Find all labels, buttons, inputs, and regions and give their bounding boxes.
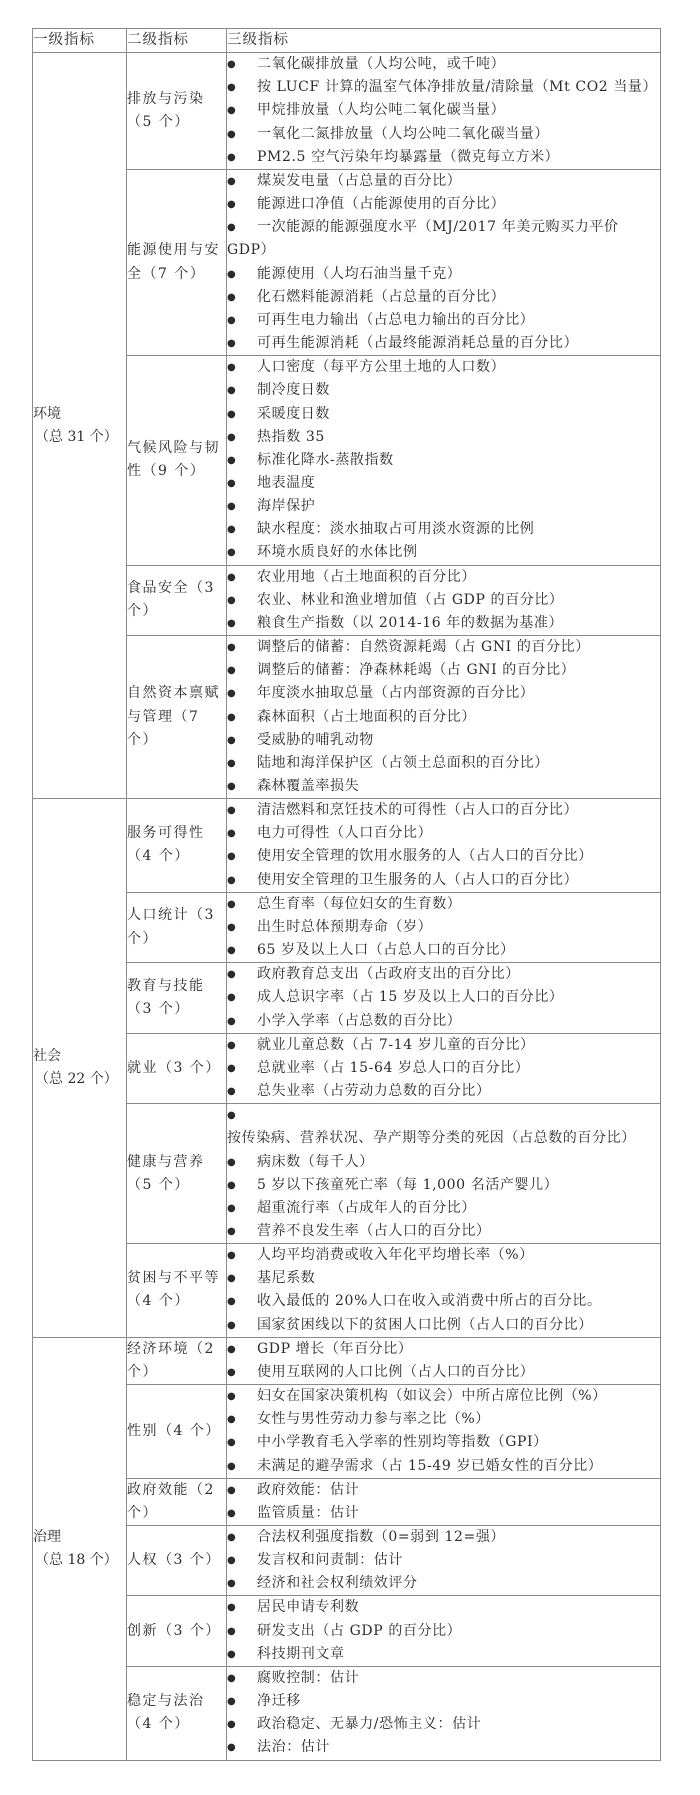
list-item xyxy=(227,1385,660,1408)
list-item xyxy=(227,263,660,286)
bullet-icon: ● xyxy=(227,1696,236,1708)
level2-cell: 经济环境（2 个） xyxy=(127,1337,227,1384)
list-item xyxy=(227,1667,660,1690)
list-item xyxy=(227,893,660,916)
level2-cell: 能源使用与安全（7 个） xyxy=(127,169,227,355)
bullet-icon: ● xyxy=(227,1602,236,1614)
bullet-icon: ● xyxy=(227,594,236,606)
bullet-icon: ● xyxy=(227,757,236,769)
header-row xyxy=(33,29,661,53)
indicator-text: 居民申请专利数 xyxy=(257,1599,360,1616)
list-item xyxy=(227,1057,660,1080)
indicator-text: 可再生电力输出（占总电力输出的百分比） xyxy=(257,311,535,328)
indicator-table xyxy=(32,28,661,1761)
table-body xyxy=(33,53,661,1760)
indicator-text: 总生育率（每位妇女的生育数） xyxy=(257,895,462,912)
indicator-text: 制冷度日数 xyxy=(257,382,330,399)
list-item xyxy=(227,589,660,612)
indicator-text: 营养不良发生率（占人口的百分比） xyxy=(257,1222,491,1239)
table-row xyxy=(33,1244,661,1338)
indicator-text: 缺水程度：淡水抽取占可用淡水资源的比例 xyxy=(257,521,535,538)
bullet-icon: ● xyxy=(227,1648,236,1660)
indicator-list xyxy=(227,1104,660,1243)
indicator-text: 使用互联网的人口比例（占人口的百分比） xyxy=(257,1363,535,1380)
level3-cell xyxy=(227,169,661,355)
indicator-text: 出生时总体预期寿命（岁） xyxy=(257,918,433,935)
table-row xyxy=(33,1385,661,1479)
bullet-icon: ● xyxy=(227,408,236,420)
level2-cell: 气候风险与韧性（9 个） xyxy=(127,356,227,565)
indicator-text: 环境水质良好的水体比例 xyxy=(257,544,418,561)
bullet-icon: ● xyxy=(227,1062,236,1074)
level2-cell: 贫困与不平等（4 个） xyxy=(127,1244,227,1338)
indicator-text: 电力可得性（人口百分比） xyxy=(257,825,433,842)
bullet-icon: ● xyxy=(227,1555,236,1567)
list-item xyxy=(227,1104,660,1150)
level1-count: （总 31 个） xyxy=(35,428,118,445)
list-item xyxy=(227,1408,660,1431)
indicator-text: 国家贫困线以下的贫困人口比例（占人口的百分比） xyxy=(257,1316,593,1333)
list-item xyxy=(227,963,660,986)
indicator-list xyxy=(227,1338,660,1384)
list-item xyxy=(227,1455,660,1478)
list-item xyxy=(227,1690,660,1713)
indicator-text: 甲烷排放量（人均公吨二氧化碳当量） xyxy=(257,102,506,119)
bullet-icon: ● xyxy=(227,688,236,700)
list-item xyxy=(227,170,660,193)
bullet-icon: ● xyxy=(227,1437,236,1449)
table-row xyxy=(33,636,661,799)
list-item xyxy=(227,845,660,868)
list-item xyxy=(227,472,660,495)
table-row xyxy=(33,1596,661,1666)
indicator-text: 粮食生产指数（以 2014-16 年的数据为基准） xyxy=(257,614,564,631)
indicator-text: 陆地和海洋保护区（占领土总面积的百分比） xyxy=(257,754,549,771)
indicator-text: 清洁燃料和烹饪技术的可得性（占人口的百分比） xyxy=(257,802,579,819)
list-item xyxy=(227,146,660,169)
indicator-text: 一次能源的能源强度水平（MJ/2017 年美元购买力平价 GDP） xyxy=(227,219,619,259)
list-item xyxy=(227,309,660,332)
level2-cell: 稳定与法治（4 个） xyxy=(127,1666,227,1760)
table-row xyxy=(33,1478,661,1525)
bullet-icon: ● xyxy=(227,1507,236,1519)
indicator-list xyxy=(227,53,660,169)
list-item xyxy=(227,76,660,99)
bullet-icon: ● xyxy=(227,524,236,536)
bullet-icon: ● xyxy=(227,571,236,583)
bullet-icon: ● xyxy=(227,992,236,1004)
bullet-icon: ● xyxy=(227,1578,236,1590)
list-item xyxy=(227,822,660,845)
indicator-text: 政府教育总支出（占政府支出的百分比） xyxy=(257,966,520,983)
indicator-list xyxy=(227,1385,660,1478)
bullet-icon: ● xyxy=(227,805,236,817)
header-level3: 三级指标 xyxy=(227,29,661,53)
bullet-icon: ● xyxy=(227,898,236,910)
level2-cell: 自然资本禀赋与管理（7 个） xyxy=(127,636,227,799)
indicator-text: 政治稳定、无暴力/恐怖主义：估计 xyxy=(257,1716,482,1733)
indicator-text: 超重流行率（占成年人的百分比） xyxy=(257,1199,476,1216)
indicator-text: 发言权和问责制：估计 xyxy=(257,1552,403,1569)
indicator-text: PM2.5 空气污染年均暴露量（微克每立方米） xyxy=(257,148,560,165)
bullet-icon: ● xyxy=(227,1039,236,1051)
bullet-icon: ● xyxy=(227,921,236,933)
indicator-text: 使用安全管理的卫生服务的人（占人口的百分比） xyxy=(257,871,579,888)
indicator-list xyxy=(227,1667,660,1760)
indicator-text: 二氧化碳排放量（人均公吨，或千吨） xyxy=(257,56,506,73)
indicator-text: 农业、林业和渔业增加值（占 GDP 的百分比） xyxy=(257,591,564,608)
bullet-icon: ● xyxy=(227,385,236,397)
list-item xyxy=(227,1736,660,1759)
indicator-text: 一氧化二氮排放量（人均公吨二氧化碳当量） xyxy=(257,125,549,142)
indicator-text: 5 岁以下孩童死亡率（每 1,000 名活产婴儿） xyxy=(257,1176,559,1193)
list-item xyxy=(227,193,660,216)
indicator-text: 未满足的避孕需求（占 15-49 岁已婚女性的百分比） xyxy=(257,1457,603,1474)
level2-cell: 人权（3 个） xyxy=(127,1526,227,1596)
bullet-icon: ● xyxy=(227,128,236,140)
list-item xyxy=(227,1244,660,1267)
indicator-text: 监管质量：估计 xyxy=(257,1504,360,1521)
list-item xyxy=(227,1596,660,1619)
indicator-list xyxy=(227,170,660,355)
level2-cell: 就业（3 个） xyxy=(127,1033,227,1103)
bullet-icon: ● xyxy=(227,781,236,792)
list-item xyxy=(227,541,660,564)
indicator-text: 就业儿童总数（占 7-14 岁儿童的百分比） xyxy=(257,1036,535,1053)
level3-cell xyxy=(227,1104,661,1244)
bullet-icon: ● xyxy=(227,1672,236,1684)
indicator-text: 按传染病、营养状况、孕产期等分类的死因（占总数的百分比） xyxy=(227,1130,636,1147)
level1-cell xyxy=(33,1337,127,1760)
table-row xyxy=(33,963,661,1033)
indicator-text: 煤炭发电量（占总量的百分比） xyxy=(257,172,462,189)
list-item xyxy=(227,799,660,822)
list-item xyxy=(227,1080,660,1103)
bullet-icon: ● xyxy=(227,969,236,981)
indicator-text: 小学入学率（占总数的百分比） xyxy=(257,1012,462,1029)
list-item xyxy=(227,1572,660,1595)
indicator-text: 森林面积（占土地面积的百分比） xyxy=(257,708,476,725)
list-item xyxy=(227,1314,660,1337)
bullet-icon: ● xyxy=(227,477,236,489)
indicator-text: 受威胁的哺乳动物 xyxy=(257,731,374,748)
list-item xyxy=(227,1361,660,1384)
bullet-icon: ● xyxy=(227,1484,236,1496)
list-item xyxy=(227,1479,660,1502)
level2-cell: 食品安全（3 个） xyxy=(127,565,227,635)
header-level2: 二级指标 xyxy=(127,29,227,53)
bullet-icon: ● xyxy=(227,1742,236,1754)
indicator-text: 能源使用（人均石油当量千克） xyxy=(257,265,462,282)
list-item xyxy=(227,1220,660,1243)
indicator-list xyxy=(227,1244,660,1337)
list-item xyxy=(227,1338,660,1361)
indicator-list xyxy=(227,636,660,798)
list-item xyxy=(227,356,660,379)
bullet-icon: ● xyxy=(227,1225,236,1237)
bullet-icon: ● xyxy=(227,1532,236,1543)
bullet-icon: ● xyxy=(227,1460,236,1472)
indicator-text: 能源进口净值（占能源使用的百分比） xyxy=(257,196,506,213)
list-item xyxy=(227,449,660,472)
indicator-list xyxy=(227,1526,660,1595)
bullet-icon: ● xyxy=(227,1414,236,1426)
list-item xyxy=(227,332,660,355)
level1-name: 治理 xyxy=(33,1528,61,1545)
level1-name: 环境 xyxy=(33,405,61,422)
level2-cell: 政府效能（2 个） xyxy=(127,1478,227,1525)
list-item xyxy=(227,986,660,1009)
bullet-icon: ● xyxy=(227,617,236,629)
indicator-text: 65 岁及以上人口（占总人口的百分比） xyxy=(257,942,515,959)
list-item xyxy=(227,518,660,541)
list-item xyxy=(227,1151,660,1174)
indicator-list xyxy=(227,1596,660,1665)
indicator-text: 调整后的储蓄：净森林耗竭（占 GNI 的百分比） xyxy=(257,662,576,679)
indicator-text: 热指数 35 xyxy=(257,428,325,445)
indicator-text: 可再生能源消耗（占最终能源消耗总量的百分比） xyxy=(257,335,579,352)
bullet-icon: ● xyxy=(227,874,236,886)
bullet-icon: ● xyxy=(227,734,236,746)
bullet-icon: ● xyxy=(227,642,236,654)
indicator-list xyxy=(227,1034,660,1103)
list-item xyxy=(227,612,660,635)
list-item xyxy=(227,1174,660,1197)
bullet-icon: ● xyxy=(227,851,236,863)
indicator-text: 地表温度 xyxy=(257,474,316,491)
list-item xyxy=(227,729,660,752)
table-row xyxy=(33,1666,661,1760)
bullet-icon: ● xyxy=(227,1319,236,1331)
level3-cell xyxy=(227,799,661,893)
indicator-text: 年度淡水抽取总量（占内部资源的百分比） xyxy=(257,685,535,702)
indicator-text: 采暖度日数 xyxy=(257,405,330,422)
list-item xyxy=(227,123,660,146)
level2-cell: 创新（3 个） xyxy=(127,1596,227,1666)
indicator-text: 调整后的储蓄：自然资源耗竭（占 GNI 的百分比） xyxy=(257,639,590,656)
level3-cell xyxy=(227,892,661,962)
list-item xyxy=(227,636,660,659)
indicator-text: 合法权利强度指数（0=弱到 12=强） xyxy=(257,1529,506,1545)
list-item xyxy=(227,1010,660,1033)
level3-cell xyxy=(227,1244,661,1338)
bullet-icon: ● xyxy=(227,501,236,513)
indicator-text: 病床数（每千人） xyxy=(257,1153,374,1170)
bullet-icon: ● xyxy=(227,59,236,71)
list-item xyxy=(227,1290,660,1313)
table-row xyxy=(33,356,661,565)
list-item xyxy=(227,1197,660,1220)
list-item xyxy=(227,1549,660,1572)
list-item xyxy=(227,682,660,705)
bullet-icon: ● xyxy=(227,362,236,374)
indicator-list xyxy=(227,566,660,635)
bullet-icon: ● xyxy=(227,1110,236,1122)
list-item xyxy=(227,706,660,729)
list-item xyxy=(227,1431,660,1454)
bullet-icon: ● xyxy=(227,547,236,559)
bullet-icon: ● xyxy=(227,151,236,163)
table-row xyxy=(33,1104,661,1244)
indicator-text: 腐败控制：估计 xyxy=(257,1669,360,1686)
bullet-icon: ● xyxy=(227,431,236,443)
bullet-icon: ● xyxy=(227,82,236,94)
indicator-list xyxy=(227,1479,660,1525)
level1-cell xyxy=(33,799,127,1338)
level2-cell: 服务可得性（4 个） xyxy=(127,799,227,893)
table-row xyxy=(33,892,661,962)
indicator-text: 收入最低的 20%人口在收入或消费中所占的百分比。 xyxy=(257,1293,602,1310)
list-item xyxy=(227,1526,660,1549)
table-row xyxy=(33,799,661,893)
level3-cell xyxy=(227,356,661,565)
bullet-icon: ● xyxy=(227,828,236,840)
indicator-text: 总失业率（占劳动力总数的百分比） xyxy=(257,1083,491,1100)
indicator-text: 使用安全管理的饮用水服务的人（占人口的百分比） xyxy=(257,848,593,865)
indicator-text: 法治：估计 xyxy=(257,1739,330,1756)
list-item xyxy=(227,939,660,962)
indicator-text: 科技期刊文章 xyxy=(257,1645,345,1662)
list-item xyxy=(227,1502,660,1525)
bullet-icon: ● xyxy=(227,314,236,326)
indicator-text: 标准化降水-蒸散指数 xyxy=(257,451,394,468)
level1-count: （总 22 个） xyxy=(35,1070,118,1087)
bullet-icon: ● xyxy=(227,199,236,211)
list-item xyxy=(227,99,660,122)
level3-cell xyxy=(227,1033,661,1103)
bullet-icon: ● xyxy=(227,1015,236,1027)
bullet-icon: ● xyxy=(227,1343,236,1355)
level2-cell: 性别（4 个） xyxy=(127,1385,227,1479)
bullet-icon: ● xyxy=(227,1202,236,1214)
bullet-icon: ● xyxy=(227,1273,236,1285)
list-item xyxy=(227,916,660,939)
level2-cell: 健康与营养（5 个） xyxy=(127,1104,227,1244)
level3-cell xyxy=(227,1337,661,1384)
indicator-text: 经济和社会权利绩效评分 xyxy=(257,1575,418,1592)
list-item xyxy=(227,1713,660,1736)
list-item xyxy=(227,1643,660,1666)
indicator-text: 政府效能：估计 xyxy=(257,1481,360,1498)
bullet-icon: ● xyxy=(227,1296,236,1308)
bullet-icon: ● xyxy=(227,268,236,280)
list-item xyxy=(227,426,660,449)
indicator-text: 研发支出（占 GDP 的百分比） xyxy=(257,1622,462,1639)
table-row xyxy=(33,565,661,635)
level3-cell xyxy=(227,963,661,1033)
indicator-text: 森林覆盖率损失 xyxy=(257,778,360,794)
indicator-text: 女性与男性劳动力参与率之比（%） xyxy=(257,1411,490,1428)
level1-cell xyxy=(33,53,127,799)
list-item xyxy=(227,495,660,518)
bullet-icon: ● xyxy=(227,665,236,677)
bullet-icon: ● xyxy=(227,1366,236,1378)
indicator-list xyxy=(227,799,660,892)
bullet-icon: ● xyxy=(227,711,236,723)
list-item xyxy=(227,286,660,309)
level2-cell: 人口统计（3 个） xyxy=(127,892,227,962)
indicator-text: GDP 增长（年百分比） xyxy=(257,1340,413,1357)
list-item xyxy=(227,869,660,892)
list-item xyxy=(227,403,660,426)
bullet-icon: ● xyxy=(227,175,236,187)
indicator-text: 人口密度（每平方公里土地的人口数） xyxy=(257,359,506,376)
list-item xyxy=(227,53,660,76)
list-item xyxy=(227,1620,660,1643)
bullet-icon: ● xyxy=(227,1250,236,1262)
table-row xyxy=(33,169,661,355)
bullet-icon: ● xyxy=(227,1391,236,1403)
bullet-icon: ● xyxy=(227,454,236,466)
level3-cell xyxy=(227,1478,661,1525)
bullet-icon: ● xyxy=(227,105,236,117)
level3-cell xyxy=(227,53,661,170)
table-row xyxy=(33,1033,661,1103)
level2-cell: 排放与污染（5 个） xyxy=(127,53,227,170)
level3-cell xyxy=(227,1596,661,1666)
indicator-list xyxy=(227,356,660,564)
level1-count: （总 18 个） xyxy=(35,1551,118,1568)
bullet-icon: ● xyxy=(227,291,236,303)
bullet-icon: ● xyxy=(227,1625,236,1637)
table-row xyxy=(33,1337,661,1384)
level3-cell xyxy=(227,636,661,799)
level3-cell xyxy=(227,1666,661,1760)
list-item xyxy=(227,566,660,589)
level3-cell xyxy=(227,565,661,635)
list-item xyxy=(227,1034,660,1057)
level1-name: 社会 xyxy=(33,1047,61,1064)
list-item xyxy=(227,379,660,402)
indicator-text: 成人总识字率（占 15 岁及以上人口的百分比） xyxy=(257,989,564,1006)
level3-cell xyxy=(227,1526,661,1596)
level2-cell: 教育与技能（3 个） xyxy=(127,963,227,1033)
list-item xyxy=(227,775,660,798)
level3-cell xyxy=(227,1385,661,1479)
indicator-list xyxy=(227,963,660,1032)
bullet-icon: ● xyxy=(227,945,236,957)
header-level1: 一级指标 xyxy=(33,29,127,53)
list-item xyxy=(227,659,660,682)
indicator-text: 净迁移 xyxy=(257,1693,301,1710)
indicator-text: 总就业率（占 15-64 岁总人口的百分比） xyxy=(257,1059,530,1076)
indicator-list xyxy=(227,893,660,962)
list-item xyxy=(227,752,660,775)
table-row xyxy=(33,1526,661,1596)
bullet-icon: ● xyxy=(227,1156,236,1168)
list-item xyxy=(227,1267,660,1290)
bullet-icon: ● xyxy=(227,1179,236,1191)
indicator-text: 海岸保护 xyxy=(257,498,316,515)
indicator-text: 妇女在国家决策机构（如议会）中所占席位比例（%） xyxy=(257,1388,607,1405)
table-row xyxy=(33,53,661,170)
bullet-icon: ● xyxy=(227,338,236,350)
indicator-text: 农业用地（占土地面积的百分比） xyxy=(257,568,476,585)
bullet-icon: ● xyxy=(227,1086,236,1098)
list-item xyxy=(227,216,660,262)
indicator-text: 按 LUCF 计算的温室气体净排放量/清除量（Mt CO2 当量） xyxy=(257,79,658,96)
indicator-text: 人均平均消费或收入年化平均增长率（%） xyxy=(257,1247,534,1264)
indicator-text: 基尼系数 xyxy=(257,1270,316,1287)
bullet-icon: ● xyxy=(227,222,236,234)
indicator-text: 中小学教育毛入学率的性别均等指数（GPI） xyxy=(257,1434,548,1451)
indicator-text: 化石燃料能源消耗（占总量的百分比） xyxy=(257,288,506,305)
bullet-icon: ● xyxy=(227,1719,236,1731)
